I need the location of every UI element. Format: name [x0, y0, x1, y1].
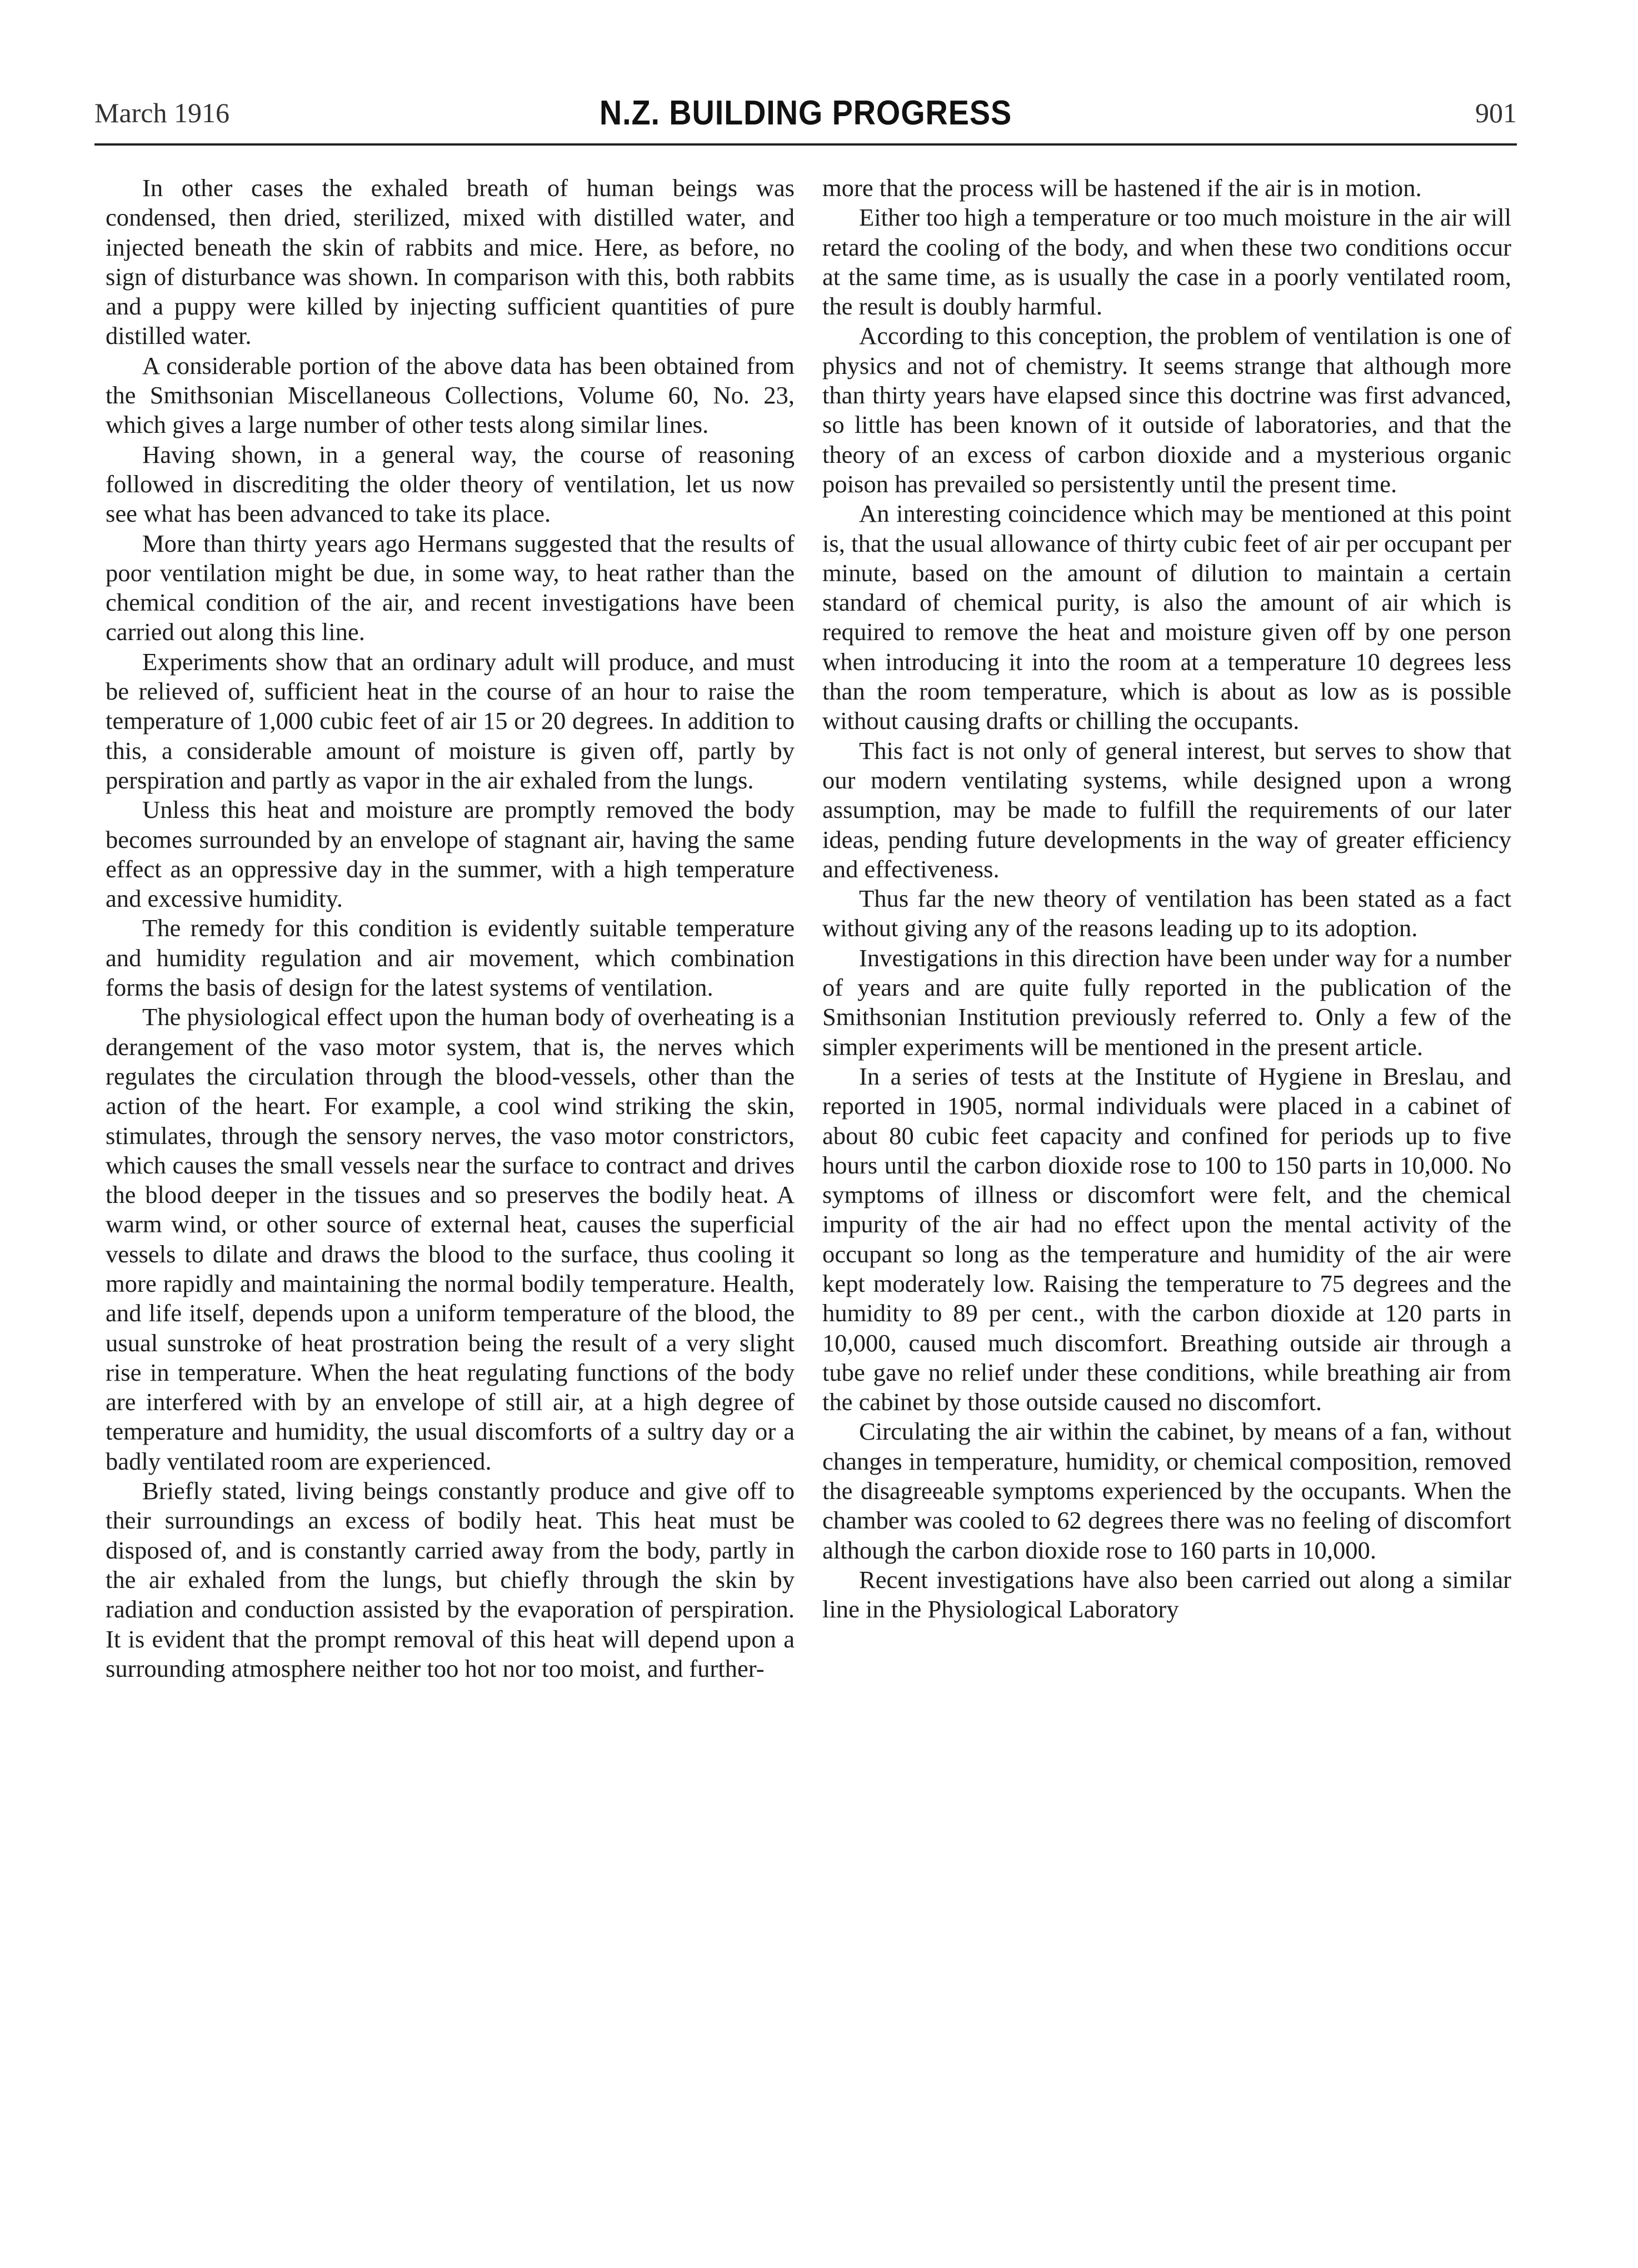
paragraph: According to this conception, the problem of ventilation is one of physics and not of chemistry. It seems strange that although more than thirty years have elapsed since this doctrine was first advanced, so little has been known of it outside of laboratories, and that the theory of an excess of carbon dioxide and a mysterious organic poison has prevailed so persistently until the present time.	[822, 322, 1511, 498]
paragraph: The remedy for this condition is evidently suitable temperature and humidity regulation and air movement, which combination forms the basis of design for the latest systems of ventilation.	[106, 914, 795, 1002]
paragraph: A considerable portion of the above data has been obtained from the Smithsonian Miscellaneous Collections, Volume 60, No. 23, which gives a large number of other tests along similar lines.	[106, 351, 795, 439]
paragraph: Unless this heat and moisture are promptly removed the body becomes surrounded by an envelope of stagnant air, having the same effect as an oppressive day in the summer, with a high temperature and excessive humidity.	[106, 796, 795, 913]
paragraph: In other cases the exhaled breath of human beings was condensed, then dried, sterilized, mixed with distilled water, and injected beneath the skin of rabbits and mice. Here, as before, no sign of disturbance was shown. In comparison with this, both rabbits and a puppy were killed by injecting sufficient quantities of pure distilled water.	[106, 174, 795, 350]
publication-title: N.Z. BUILDING PROGRESS	[599, 94, 1012, 132]
paragraph: Either too high a temperature or too much moisture in the air will retard the cooling of the body, and when these two conditions occur at the same time, as is usually the case in a poorly ventilated room, the result is doubly harmful.	[822, 203, 1511, 321]
paragraph: Briefly stated, living beings constantly produce and give off to their surroundings an excess of bodily heat. This heat must be disposed of, and is constantly carried away from the body, partly in the air exhaled from the lungs, but chiefly through the skin by radiation and conduction assisted by the evaporation of perspiration. It is evident that the prompt removal of this heat will depend upon a surrounding atmosphere neither too hot nor too moist, and further-	[106, 1477, 795, 1682]
paragraph: Experiments show that an ordinary adult will produce, and must be relieved of, sufficient heat in the course of an hour to raise the temperature of 1,000 cubic feet of air 15 or 20 degrees. In addition to this, a considerable amount of moisture is given off, partly by perspiration and partly as vapor in the air exhaled from the lungs.	[106, 647, 795, 794]
running-header	[94, 93, 1517, 146]
paragraph-continued: more that the process will be hastened if the air is in motion.	[822, 174, 1422, 202]
paragraph: An interesting coincidence which may be mentioned at this point is, that the usual allowance of thirty cubic feet of air per occupant per minute, based on the amount of dilution to maintain a certain standard of chemical purity, is also the amount of air which is required to remove the heat and moisture given off by one person when introducing it into the room at a temperature 10 degrees less than the room temperature, which is about as low as is possible without causing drafts or chilling the occupants.	[822, 499, 1511, 735]
paragraph: Recent investigations have also been carried out along a similar line in the Physiological Laboratory	[822, 1565, 1511, 1623]
paragraph: Thus far the new theory of ventilation has been stated as a fact without giving any of the reasons leading up to its adoption.	[822, 885, 1511, 942]
paragraph: Circulating the air within the cabinet, by means of a fan, without changes in temperature, humidity, or chemical composition, removed the disagreeable symptoms experienced by the occupants. When the chamber was cooled to 62 degrees there was no feeling of discomfort although the carbon dioxide rose to 160 parts in 10,000.	[822, 1417, 1511, 1564]
paragraph: The physiological effect upon the human body of overheating is a derangement of the vaso motor system, that is, the nerves which regulates the circulation through the blood-vessels, other than the action of the heart. For example, a cool wind striking the skin, stimulates, through the sensory nerves, the vaso motor constrictors, which causes the small vessels near the surface to contract and drives the blood deeper in the tissues and so preserves the bodily heat. A warm wind, or other source of external heat, causes the superficial vessels to dilate and draws the blood to the surface, thus cooling it more rapidly and maintaining the normal bodily temperature. Health, and life itself, depends upon a uniform temperature of the blood, the usual sunstroke of heat prostration being the result of a very slight rise in temperature. When the heat regulating functions of the body are interfered with by an envelope of still air, at a high degree of temperature and humidity, the usual discomforts of a sultry day or a badly ventilated room are experienced.	[106, 1003, 795, 1475]
paragraph: More than thirty years ago Hermans suggested that the results of poor ventilation might be due, in some way, to heat rather than the chemical condition of the air, and recent investigations have been carried out along this line.	[106, 529, 795, 646]
page-number: 901	[1475, 97, 1517, 128]
right-column	[822, 173, 1511, 1625]
paragraph: Having shown, in a general way, the course of reasoning followed in discrediting the older theory of ventilation, let us now see what has been advanced to take its place.	[106, 440, 795, 528]
left-column	[106, 173, 795, 1683]
issue-date: March 1916	[94, 97, 229, 128]
paragraph: In a series of tests at the Institute of Hygiene in Breslau, and reported in 1905, normal individuals were placed in a cabinet of about 80 cubic feet capacity and confined for periods up to five hours until the carbon dioxide rose to 100 to 150 parts in 10,000. No symptoms of illness or discomfort were felt, and the chemical impurity of the air had no effect upon the mental activity of the occupant so long as the temperature and humidity of the air were kept moderately low. Raising the temperature to 75 degrees and the humidity to 89 per cent., with the carbon dioxide at 120 parts in 10,000, caused much discomfort. Breathing outside air through a tube gave no relief under these conditions, while breathing air from the cabinet by those outside caused no discomfort.	[822, 1062, 1511, 1416]
paragraph: This fact is not only of general interest, but serves to show that our modern ventilating systems, while designed upon a wrong assumption, may be made to fulfill the requirements of our later ideas, pending future developments in the way of greater efficiency and effectiveness.	[822, 736, 1511, 883]
paragraph: Investigations in this direction have been under way for a number of years and are quite fully reported in the publication of the Smithsonian Institution previously referred to. Only a few of the simpler experiments will be mentioned in the present article.	[822, 943, 1511, 1061]
